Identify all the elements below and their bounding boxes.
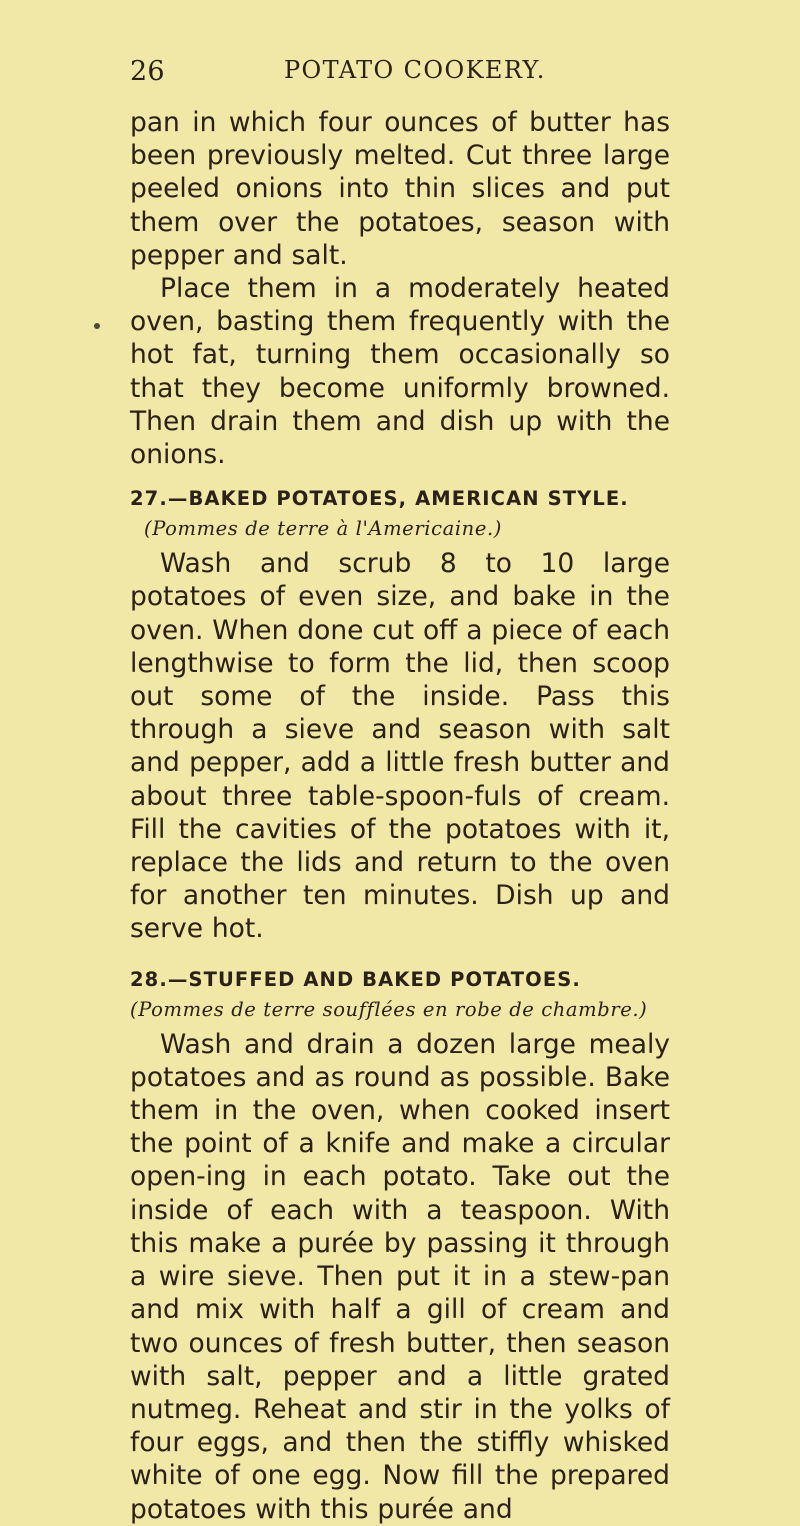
paper-speck (94, 323, 100, 329)
page-number: 26 (130, 56, 165, 87)
recipe-28-body: Wash and drain a dozen large mealy potatoes and as round as possible. Bake them in the oven, when cooked insert the point of a knife and make a circular open-ing in each potato. Take out the inside of each with a teaspoon. With this make a purée by passing it through a wire sieve. Then put it in a stew-pan and mix with half a gill of cream and two ounces of fresh butter, then season with salt, pepper and a little grated nutmeg. Reheat and stir in the yolks of four eggs, and then the stiffly whisked white of one egg. Now fill the prepared potatoes with this purée and (130, 1028, 670, 1525)
recipe-28-french-title: (Pommes de terre soufflées en robe de chambre.) (130, 997, 648, 1021)
recipe-27-french-title: (Pommes de terre à l'Americaine.) (144, 517, 502, 541)
roasting-paragraph: Place them in a moderately heated oven, basting them frequently with the hot fat, turning them occasionally so that they become uniformly browned. Then drain them and dish up with the onions. (130, 273, 670, 471)
running-head (130, 56, 670, 90)
continued-paragraph: pan in which four ounces of butter has been previously melted. Cut three large peeled onions into thin slices and put them over the potatoes, season with pepper and salt. (130, 107, 670, 271)
book-title: POTATO COOKERY. (284, 56, 546, 84)
recipe-27-heading: 27.—BAKED POTATOES, AMERICAN STYLE. (130, 487, 629, 511)
recipe-28-heading: 28.—STUFFED AND BAKED POTATOES. (130, 967, 581, 991)
recipe-27-body: Wash and scrub 8 to 10 large potatoes of even size, and bake in the oven. When done cut off a piece of each lengthwise to form the lid, then scoop out some of the inside. Pass this through a sieve and season with salt and pepper, add a little fresh butter and about three table-spoon-fuls of cream. Fill the cavities of the potatoes with it, replace the lids and return to the oven for another ten minutes. Dish up and serve hot. (130, 548, 670, 945)
page-content (130, 106, 670, 1526)
